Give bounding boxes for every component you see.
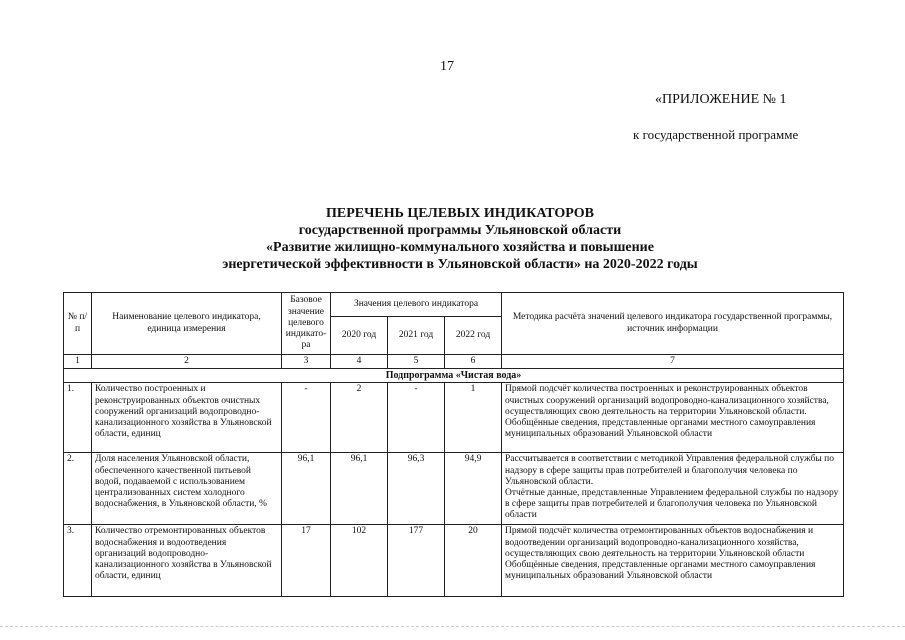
row-name: Количество отремонтированных объектов водоснабжения и водоотведения организаций водопроводно-канализационного хозяйства в Ульяновской области, единиц: [92, 525, 282, 597]
source-text: Обобщённые сведения, представленные органами местного самоуправления муниципальных образований Ульяновской области: [505, 560, 816, 582]
appendix-subtitle: к государственной программе: [633, 127, 799, 142]
header-method: Методика расчёта значений целевого индикатора государственной программы, источник информации: [502, 293, 844, 355]
header-values-group: Значения целевого индикатора: [331, 293, 502, 317]
row-num: 2.: [64, 453, 92, 525]
header-name: Наименование целевого индикатора, единица измерения: [92, 293, 282, 355]
col-number: 6: [445, 355, 502, 369]
row-2020: 2: [331, 383, 388, 453]
row-2022: 1: [445, 383, 502, 453]
table-row: [64, 383, 844, 453]
appendix-label: «ПРИЛОЖЕНИЕ № 1: [655, 92, 787, 107]
title-line-4: энергетической эффективности в Ульяновской области» на 2020-2022 годы: [222, 257, 698, 272]
title-line-1: ПЕРЕЧЕНЬ ЦЕЛЕВЫХ ИНДИКАТОРОВ: [326, 206, 594, 221]
row-name: Доля населения Ульяновской области, обеспеченного качественной питьевой водой, подаваемой с использованием централизованных систем холодного водоснабжения, в Ульяновской области, %: [92, 453, 282, 525]
scan-edge-divider: [0, 626, 905, 627]
source-text: Обобщённые сведения, представленные органами местного самоуправления муниципальных образований Ульяновской области: [505, 418, 816, 440]
method-text: Прямой подсчёт количества отремонтированных объектов водоснабжения и водоотведении организаций водопроводно-канализационного хозяйства, осуществляющих свою деятельность на территории Ульяновской области: [505, 526, 814, 559]
source-text: Отчётные данные, представленные Управлением федеральной службы по надзору в сфере защиты прав потребителей и благополучия человека по Ульяновской области: [505, 488, 839, 521]
row-method: [502, 525, 844, 597]
method-text: Прямой подсчёт количества построенных и реконструированных объектов очистных сооружений организаций водопроводно-канализационного хозяйства, осуществляющих свою деятельность на территории Ульяновской области.: [505, 384, 829, 417]
header-2022: 2022 год: [445, 317, 502, 355]
title-line-3: «Развитие жилищно-коммунального хозяйства и повышение: [266, 240, 654, 255]
row-2021: -: [388, 383, 445, 453]
col-number: 1: [64, 355, 92, 369]
indicators-table: [63, 292, 844, 597]
header-2021: 2021 год: [388, 317, 445, 355]
row-name: Количество построенных и реконструированных объектов очистных сооружений организаций водопроводно-канализационного хозяйства в Ульяновской области, единиц: [92, 383, 282, 453]
header-base: Базовое значение целевого индикато-ра: [282, 293, 331, 355]
subprogram-heading: Подпрограмма «Чистая вода»: [64, 369, 844, 383]
row-method: [502, 383, 844, 453]
row-base: 17: [282, 525, 331, 597]
col-number: 2: [92, 355, 282, 369]
row-2022: 20: [445, 525, 502, 597]
header-2020: 2020 год: [331, 317, 388, 355]
title-line-2: государственной программы Ульяновской области: [298, 223, 622, 238]
row-base: 96,1: [282, 453, 331, 525]
row-num: 3.: [64, 525, 92, 597]
method-text: Рассчитывается в соответствии с методикой Управления федеральной службы по надзору в сфере защиты прав потребителей и благополучия человека по Ульяновской области.: [505, 454, 835, 487]
row-num: 1.: [64, 383, 92, 453]
row-method: [502, 453, 844, 525]
col-number: 3: [282, 355, 331, 369]
row-2020: 102: [331, 525, 388, 597]
col-number: 7: [502, 355, 844, 369]
table-row: [64, 525, 844, 597]
header-num: № п/п: [64, 293, 92, 355]
document-title: [140, 205, 780, 273]
row-base: -: [282, 383, 331, 453]
row-2020: 96,1: [331, 453, 388, 525]
col-number: 4: [331, 355, 388, 369]
row-2022: 94,9: [445, 453, 502, 525]
row-2021: 96,3: [388, 453, 445, 525]
row-2021: 177: [388, 525, 445, 597]
col-number: 5: [388, 355, 445, 369]
table-row: [64, 453, 844, 525]
page-number: 17: [440, 59, 454, 74]
